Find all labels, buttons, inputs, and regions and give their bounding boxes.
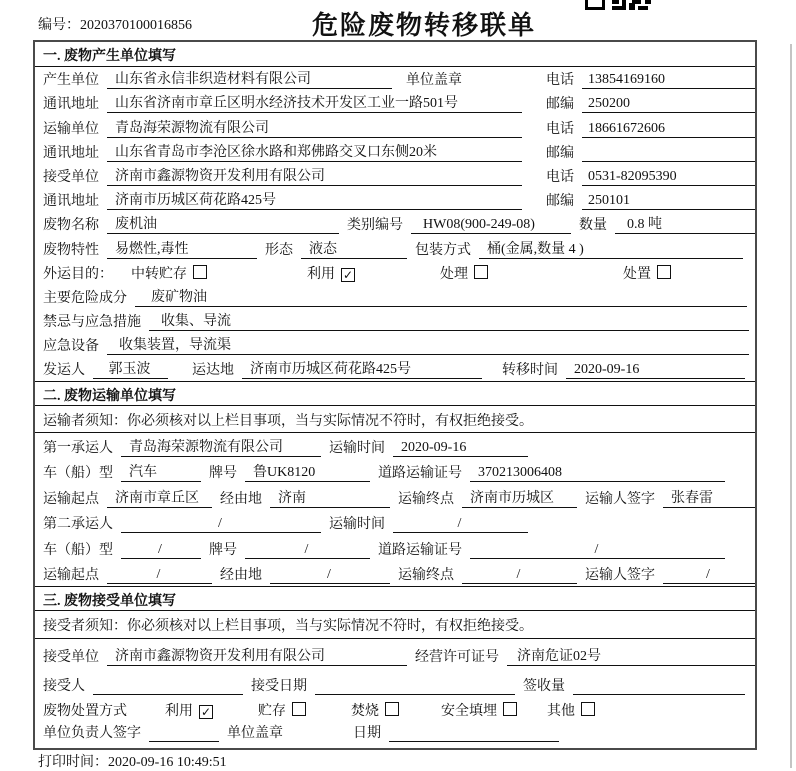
transporter-phone-label: 电话 bbox=[546, 121, 574, 137]
generator-unit-value: 山东省永信非织造材料有限公司 bbox=[107, 68, 392, 89]
origin-1-value: 济南市章丘区 bbox=[107, 487, 212, 508]
option-landfill bbox=[441, 700, 517, 720]
first-carrier-label: 第一承运人 bbox=[43, 440, 113, 456]
receive-date-label: 接受日期 bbox=[251, 679, 307, 695]
origin-1-label: 运输起点 bbox=[43, 491, 99, 507]
row-responsible-signature bbox=[35, 722, 755, 744]
generator-address-label: 通讯地址 bbox=[43, 97, 99, 113]
form-box bbox=[33, 40, 757, 750]
receiver-notice: 接受者须知：你必须核对以上栏目事项，当与实际情况不符时，有权拒绝接受。 bbox=[35, 611, 755, 639]
row-contraindications bbox=[35, 309, 755, 333]
form-state-value: 液态 bbox=[301, 238, 407, 259]
first-carrier-value: 青岛海荣源物流有限公司 bbox=[121, 436, 321, 457]
via-1-label: 经由地 bbox=[220, 491, 262, 507]
row-emergency-equipment bbox=[35, 333, 755, 357]
checkbox-store bbox=[292, 702, 306, 716]
date-value bbox=[389, 725, 559, 742]
transporter-postcode-value bbox=[582, 145, 755, 162]
section-3-header: 三. 废物接受单位填写 bbox=[35, 586, 755, 611]
terminus-1-label: 运输终点 bbox=[398, 491, 454, 507]
checkbox-utilize: ✓ bbox=[342, 267, 354, 282]
landfill-text: 安全填埋 bbox=[441, 704, 497, 720]
origin-2-label: 运输起点 bbox=[43, 568, 99, 584]
quantity-value: 0.8 吨 bbox=[615, 213, 755, 234]
row-receiver-person bbox=[35, 668, 755, 697]
terminus-2-label: 运输终点 bbox=[398, 568, 454, 584]
receiver-address-label: 通讯地址 bbox=[43, 194, 99, 210]
transporter-unit-value: 青岛海荣源物流有限公司 bbox=[107, 117, 522, 138]
receiver-postcode-value: 250101 bbox=[582, 193, 755, 210]
carrier-signature-1-value: 张春雷 bbox=[663, 487, 755, 508]
transfer-purpose-label: 外运目的： bbox=[43, 266, 113, 282]
origin-2-value: / bbox=[107, 567, 212, 584]
receiver-unit-value: 济南市鑫源物资开发利用有限公司 bbox=[107, 165, 522, 186]
serial-value: 2020370100016856 bbox=[80, 18, 192, 33]
row-waste-characteristics bbox=[35, 236, 755, 260]
receiver-phone-label: 电话 bbox=[546, 169, 574, 185]
consignor-label: 发运人 bbox=[43, 363, 85, 379]
vehicle-type-1-label: 车（船）型 bbox=[43, 466, 113, 482]
road-permit-1-value: 370213006408 bbox=[470, 465, 725, 482]
vehicle-type-2-label: 车（船）型 bbox=[43, 542, 113, 558]
serial-number bbox=[38, 14, 192, 34]
disposal-method-label: 废物处置方式 bbox=[43, 704, 127, 720]
row-generator-unit bbox=[35, 67, 755, 91]
contraindications-label: 禁忌与应急措施 bbox=[43, 315, 141, 331]
treat-text: 处理 bbox=[440, 266, 468, 282]
road-permit-1-label: 道路运输证号 bbox=[378, 466, 462, 482]
via-1-value: 济南 bbox=[270, 487, 390, 508]
row-route-1 bbox=[35, 484, 755, 510]
transporter-unit-group bbox=[43, 117, 538, 138]
receiver-person-label: 接受人 bbox=[43, 679, 85, 695]
row-waste-name bbox=[35, 212, 755, 236]
terminus-1-value: 济南市历城区 bbox=[462, 487, 577, 508]
option-utilize bbox=[307, 263, 355, 283]
option-other bbox=[547, 700, 595, 720]
consignor-value: 郭玉波 bbox=[93, 358, 168, 379]
waste-name-label: 废物名称 bbox=[43, 218, 99, 234]
generator-postcode-value: 250200 bbox=[582, 96, 755, 113]
dispose-text: 处置 bbox=[623, 266, 651, 282]
unit-seal-2-label: 单位盖章 bbox=[227, 726, 283, 742]
responsible-signature-value bbox=[149, 725, 219, 742]
page-edge-line bbox=[790, 44, 792, 768]
date-label: 日期 bbox=[353, 726, 381, 742]
row-vehicle-2 bbox=[35, 535, 755, 561]
option-transit-storage bbox=[131, 263, 207, 283]
emergency-equipment-label: 应急设备 bbox=[43, 339, 99, 355]
received-quantity-value bbox=[573, 678, 745, 695]
checkbox-transit-storage bbox=[193, 265, 207, 279]
waste-characteristics-label: 废物特性 bbox=[43, 242, 99, 258]
utilize-text: 利用 bbox=[307, 266, 335, 282]
vehicle-type-2-value: / bbox=[121, 542, 201, 559]
row-second-carrier bbox=[35, 510, 755, 536]
row-transporter-address bbox=[35, 140, 755, 164]
row-receiver-unit bbox=[35, 164, 755, 188]
qr-code-fragment-icon bbox=[585, 0, 651, 10]
transfer-date-label: 转移时间 bbox=[502, 363, 558, 379]
row-transporter-unit bbox=[35, 115, 755, 139]
store-text: 贮存 bbox=[258, 704, 286, 720]
main-hazard-component-label: 主要危险成分 bbox=[43, 290, 127, 306]
row-generator-address bbox=[35, 91, 755, 115]
transport-date-1-value: 2020-09-16 bbox=[393, 440, 528, 457]
form-state-label: 形态 bbox=[265, 242, 293, 258]
generator-unit-group bbox=[43, 68, 538, 89]
receiving-unit-value: 济南市鑫源物资开发利用有限公司 bbox=[107, 645, 407, 666]
main-hazard-component-value: 废矿物油 bbox=[135, 286, 747, 307]
receiver-address-group bbox=[43, 189, 538, 210]
vehicle-type-1-value: 汽车 bbox=[121, 461, 201, 482]
packaging-value: 桶(金属,数量 4 ) bbox=[479, 238, 743, 259]
row-first-carrier bbox=[35, 433, 755, 459]
via-2-value: / bbox=[270, 567, 390, 584]
unit-seal-label: 单位盖章 bbox=[406, 73, 462, 89]
other-text: 其他 bbox=[547, 704, 575, 720]
plate-number-1-label: 牌号 bbox=[209, 466, 237, 482]
utilize-2-text: 利用 bbox=[165, 704, 193, 720]
destination-value: 济南市历城区荷花路425号 bbox=[242, 358, 482, 379]
page-title: 危险废物转移联单 bbox=[312, 11, 537, 40]
responsible-signature-label: 单位负责人签字 bbox=[43, 726, 141, 742]
transport-date-2-value: / bbox=[393, 516, 528, 533]
transport-date-1-label: 运输时间 bbox=[329, 440, 385, 456]
generator-phone-value: 13854169160 bbox=[582, 72, 755, 89]
serial-label: 编号： bbox=[38, 18, 80, 33]
plate-number-2-label: 牌号 bbox=[209, 542, 237, 558]
transporter-unit-label: 运输单位 bbox=[43, 121, 99, 137]
waste-characteristics-value: 易燃性,毒性 bbox=[107, 238, 257, 259]
row-vehicle-1 bbox=[35, 459, 755, 485]
option-utilize-2 bbox=[165, 700, 213, 720]
generator-postcode-label: 邮编 bbox=[546, 97, 574, 113]
generator-unit-label: 产生单位 bbox=[43, 73, 99, 89]
print-time-value: 2020-09-16 10:49:51 bbox=[108, 755, 227, 770]
receiver-person-value bbox=[93, 678, 243, 695]
plate-number-2-value: / bbox=[245, 542, 370, 559]
row-route-2 bbox=[35, 561, 755, 587]
row-receiver-address bbox=[35, 188, 755, 212]
receiver-address-value: 济南市历城区荷花路425号 bbox=[107, 189, 522, 210]
row-main-hazard-component bbox=[35, 285, 755, 309]
receive-date-value bbox=[315, 678, 515, 695]
receiver-phone-value: 0531-82095390 bbox=[582, 169, 755, 186]
section-2-header: 二. 废物运输单位填写 bbox=[35, 381, 755, 406]
quantity-label: 数量 bbox=[579, 218, 607, 234]
row-receiving-unit bbox=[35, 639, 755, 668]
option-incinerate bbox=[351, 700, 399, 720]
generator-phone-label: 电话 bbox=[546, 73, 574, 89]
transporter-address-label: 通讯地址 bbox=[43, 145, 99, 161]
transporter-phone-value: 18661672606 bbox=[582, 121, 755, 138]
emergency-equipment-value: 收集装置，导流渠 bbox=[107, 334, 749, 355]
checkbox-incinerate bbox=[385, 702, 399, 716]
receiver-unit-label: 接受单位 bbox=[43, 169, 99, 185]
row-disposal-method bbox=[35, 697, 755, 722]
received-quantity-label: 签收量 bbox=[523, 679, 565, 695]
via-2-label: 经由地 bbox=[220, 568, 262, 584]
carrier-signature-1-label: 运输人签字 bbox=[585, 491, 655, 507]
checkbox-landfill bbox=[503, 702, 517, 716]
category-code-value: HW08(900-249-08) bbox=[411, 217, 571, 234]
transit-storage-text: 中转贮存 bbox=[131, 266, 187, 282]
road-permit-2-value: / bbox=[470, 542, 725, 559]
row-consignor bbox=[35, 357, 755, 381]
section-1-header: 一. 废物产生单位填写 bbox=[35, 42, 755, 67]
receiver-unit-group bbox=[43, 165, 538, 186]
road-permit-2-label: 道路运输证号 bbox=[378, 542, 462, 558]
transporter-notice: 运输者须知：你必须核对以上栏目事项，当与实际情况不符时，有权拒绝接受。 bbox=[35, 406, 755, 433]
option-store bbox=[258, 700, 306, 720]
second-carrier-label: 第二承运人 bbox=[43, 517, 113, 533]
incinerate-text: 焚烧 bbox=[351, 704, 379, 720]
business-license-label: 经营许可证号 bbox=[415, 650, 499, 666]
receiver-postcode-label: 邮编 bbox=[546, 194, 574, 210]
business-license-value: 济南危证02号 bbox=[507, 645, 755, 666]
category-code-label: 类别编号 bbox=[347, 218, 403, 234]
packaging-label: 包装方式 bbox=[415, 242, 471, 258]
contraindications-value: 收集、导流 bbox=[149, 310, 749, 331]
checkbox-other bbox=[581, 702, 595, 716]
transporter-postcode-label: 邮编 bbox=[546, 145, 574, 161]
destination-label: 运达地 bbox=[192, 363, 234, 379]
checkbox-dispose bbox=[657, 265, 671, 279]
waste-name-value: 废机油 bbox=[107, 213, 339, 234]
second-carrier-value: / bbox=[121, 516, 321, 533]
checkbox-utilize-2: ✓ bbox=[200, 705, 212, 720]
plate-number-1-value: 鲁UK8120 bbox=[245, 461, 370, 482]
option-dispose bbox=[623, 263, 671, 283]
print-time-label: 打印时间： bbox=[38, 755, 108, 770]
transporter-address-value: 山东省青岛市李沧区徐水路和郑佛路交叉口东侧20米 bbox=[107, 141, 522, 162]
receiving-unit-label: 接受单位 bbox=[43, 650, 99, 666]
transporter-address-group bbox=[43, 141, 538, 162]
carrier-signature-2-value: / bbox=[663, 567, 755, 584]
checkbox-treat bbox=[474, 265, 488, 279]
row-transfer-purpose bbox=[35, 261, 755, 285]
transport-date-2-label: 运输时间 bbox=[329, 517, 385, 533]
carrier-signature-2-label: 运输人签字 bbox=[585, 568, 655, 584]
option-treat bbox=[440, 263, 488, 283]
terminus-2-value: / bbox=[462, 567, 577, 584]
print-time bbox=[38, 751, 227, 771]
generator-address-group bbox=[43, 92, 538, 113]
transfer-date-value: 2020-09-16 bbox=[566, 362, 745, 379]
generator-address-value: 山东省济南市章丘区明水经济技术开发区工业一路501号 bbox=[107, 92, 522, 113]
